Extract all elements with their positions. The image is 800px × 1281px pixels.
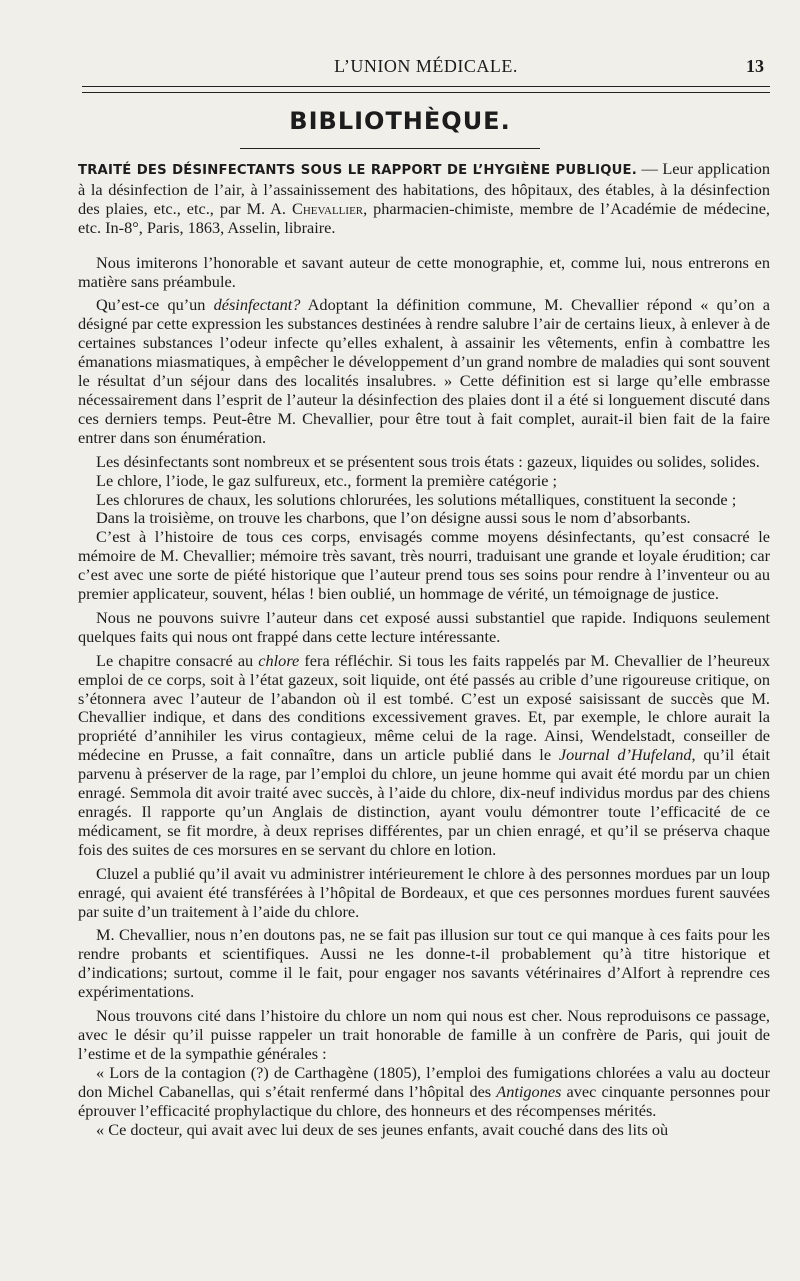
p2-text-a: Qu’est-ce qu’un (96, 295, 214, 315)
section-title: BIBLIOTHÈQUE. (289, 107, 511, 135)
p9-italic-journal: Journal d’Hufeland (558, 745, 692, 765)
paragraph-9 (78, 652, 770, 860)
review-desc-start: — Leur application à la désinfection de l’air, à l’assainissement des habitations, des hôpitaux, des étables, à la désinfection des plaies, etc., etc., par M. A. (78, 159, 770, 218)
review-heading (78, 160, 770, 238)
paragraph-13 (78, 1064, 770, 1121)
paragraph-12: Nous trouvons cité dans l’histoire du chlore un nom qui nous est cher. Nous reproduisons ce passage, avec le désir qu’il puisse rappeler un trait honorable de famille à un confrère de Paris, qui jouit de l’estime et de la sympathie générales : (78, 1006, 770, 1063)
running-header (80, 56, 772, 86)
paragraph-14: « Ce docteur, qui avait avec lui deux de ses jeunes enfants, avait couché dans des lits où (96, 1119, 669, 1139)
header-rule-secondary (82, 92, 770, 93)
p9-italic-chlore: chlore (258, 650, 300, 670)
p9-text-a: Le chapitre consacré au (96, 650, 259, 670)
paragraph-5: Les chlorures de chaux, les solutions chlorurées, les solutions métalliques, constituent la seconde ; (96, 489, 737, 509)
paragraph-2 (78, 296, 770, 447)
paragraph-4: Le chlore, l’iode, le gaz sulfureux, etc., forment la première catégorie ; (96, 470, 558, 490)
paragraph-8: Nous ne pouvons suivre l’auteur dans cet exposé aussi substantiel que rapide. Indiquons seulement quelques faits qui nous ont frappé dans cette lecture intéressante. (78, 607, 770, 646)
paragraph-11: M. Chevallier, nous n’en doutons pas, ne se fait pas illusion sur tout ce qui manque à ces faits pour les rendre probants et scientifiques. Aussi ne les donne-t-il probablement qu’à titre historique et d’indications; surtout, comme il le fait, pour engager nos savants vétérinaires d’Alfort à reprendre ces expérimentations. (78, 925, 770, 1002)
paragraph-10: Cluzel a publié qu’il avait vu administrer intérieurement le chlore à des personnes mordues par un loup enragé, qui avaient été transférées à l’hôpital de Bordeaux, et que ces personnes mordues furent sauvées par suite d’un traitement à l’aide du chlore. (78, 863, 770, 921)
p13-text-a: « Lors de la contagion (?) de Carthagène (1805), l’emploi des fumigations chlorées a valu au docteur don Michel Cabanellas, qui s’était renfermé dans l’hôpital des (78, 1062, 770, 1101)
journal-title: L’UNION MÉDICALE. (334, 56, 518, 76)
paragraph-3: Les désinfectants sont nombreux et se présentent sous trois états : gazeux, liquides ou solides, solides. (96, 451, 760, 471)
article-body (78, 160, 770, 1139)
paragraph-7: C’est à l’histoire de tous ces corps, envisagés comme moyens désinfectants, qu’est consacré le mémoire de M. Chevallier; mémoire très savant, très nourri, traduisant une grande et loyale érudition; car c’est avec une sorte de piété historique que l’auteur prend tous ses soins pour rendre à l’inventeur ou au premier applicateur, souvent, hélas ! bien oublié, un hommage de vérité, un témoignage de justice. (78, 527, 770, 604)
p2-text-b: Adoptant la définition commune, M. Chevallier répond « qu’on a désigné par cette expression les substances destinées à rendre salubre l’air de certains lieux, à enlever à de certaines substances l’odeur infecte qu’elles exhalent, à assainir les vêtements, enfin à combattre les émanations miasmatiques, à empêcher le développement d’un grand nombre de maladies qui sont souvent le résultat d’un séjour dans des localités insalubres. » Cette définition est si large qu’elle embrasse nécessairement dans l’esprit de l’auteur la désinfection des plaies dont il a été si longuement discuté dans ces derniers temps. Peut-être M. Chevallier, pour être tout à fait complet, aurait-il bien fait de la faire entrer dans son énumération. (78, 295, 770, 447)
p13-italic: Antigones (496, 1081, 562, 1101)
header-rule (82, 86, 770, 87)
page-number: 13 (746, 56, 764, 76)
p9-text-c: , qu’il était parvenu à préserver de la rage, par l’emploi du chlore, un jeune homme qui avait été mordu par un chien enragé. Semmola dit avoir traité avec succès, à l’aide du chlore, dix-neuf individus mordus par des chiens enragés. Il rapporte qu’un Anglais de distinction, ayant voulu démontrer toute l’efficacité de ce médicament, se fit mordre, à deux reprises différentes, par un chien enragé, et qu’il se préserva chaque fois des suites de ces morsures en se servant du chlore en lotion. (78, 745, 771, 859)
review-desc-end: , pharmacien-chimiste, membre de l’Académie de médecine, etc. In-8°, Paris, 1863, Asselin, libraire. (78, 198, 770, 237)
section-title-rule (240, 148, 540, 149)
paragraph-1: Nous imiterons l’honorable et savant auteur de cette monographie, et, comme lui, nous entrerons en matière sans préambule. (78, 252, 770, 291)
review-title: TRAITÉ DES DÉSINFECTANTS SOUS LE RAPPORT DE L’HYGIÈNE PUBLIQUE. (78, 163, 637, 178)
review-author: Chevallier (291, 198, 364, 218)
p9-text-b: fera réfléchir. Si tous les faits rappelés par M. Chevallier de l’heureux emploi de ce corps, soit à l’état gazeux, soit liquide, ont été passés au crible d’une rigoureuse critique, on s’étonnera avec l’auteur de l’abandon où il est tombé. C’est un exposé saisissant de succès que M. Chevallier indique, et dans des conditions excessivement graves. Et, par exemple, le chlore aurait la propriété d’annihiler les virus contagieux, même celui de la rage. Ainsi, Wendelstadt, conseiller de médecine en Prusse, a fait connaître, dans un article publié dans le (78, 650, 770, 765)
paragraph-6: Dans la troisième, on trouve les charbons, que l’on désigne aussi sous le nom d’absorbants. (96, 508, 691, 528)
p2-italic: désinfectant? (213, 295, 301, 315)
p13-text-b: avec cinquante personnes pour éprouver l’efficacité prophylactique du chlore, des honneurs et des récompenses mérités. (78, 1081, 770, 1120)
